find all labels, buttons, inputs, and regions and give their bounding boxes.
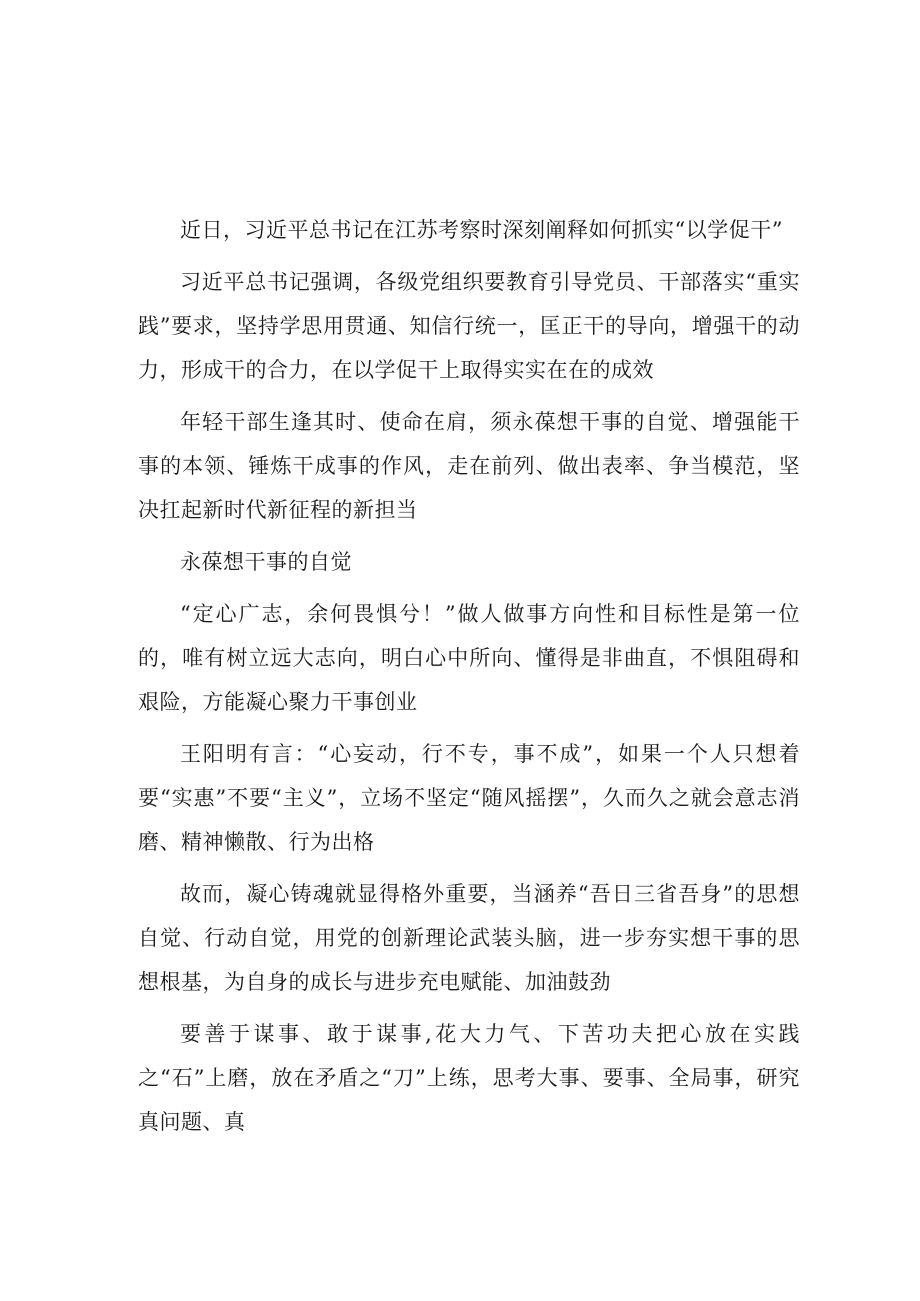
paragraph-8: 要善于谋事、敢于谋事,花大力气、下苦功夫把心放在实践之“石”上磨，放在矛盾之“刀”上练，思考大事、要事、全局事，研究真问题、真 — [138, 1022, 800, 1134]
section-heading: 永葆想干事的自觉 — [180, 550, 352, 574]
paragraph-5: “定心广志，余何畏惧兮！”做人做事方向性和目标性是第一位的，唯有树立远大志向，明白心中所向、懂得是非曲直，不惧阻碍和艰险，方能凝心聚力干事创业 — [138, 602, 800, 714]
paragraph-2: 习近平总书记强调，各级党组织要教育引导党员、干部落实“重实践”要求，坚持学思用贯通、知信行统一，匡正干的导向，增强干的动力，形成干的合力，在以学促干上取得实实在在的成效 — [138, 270, 800, 382]
article-body — [138, 208, 800, 1152]
paragraph-1: 近日，习近平总书记在江苏考察时深刻阐释如何抓实“以学促干” — [180, 218, 783, 242]
paragraph-6: 王阳明有言：“心妄动，行不专，事不成”，如果一个人只想着要“实惠”不要“主义”，立场不坚定“随风摇摆”，久而久之就会意志消磨、精神懒散、行为出格 — [138, 742, 800, 854]
paragraph-3: 年轻干部生逢其时、使命在肩，须永葆想干事的自觉、增强能干事的本领、锤炼干成事的作风，走在前列、做出表率、争当模范，坚决扛起新时代新征程的新担当 — [138, 410, 800, 522]
paragraph-7: 故而，凝心铸魂就显得格外重要，当涵养“吾日三省吾身”的思想自觉、行动自觉，用党的创新理论武装头脑，进一步夯实想干事的思想根基，为自身的成长与进步充电赋能、加油鼓劲 — [138, 882, 800, 994]
